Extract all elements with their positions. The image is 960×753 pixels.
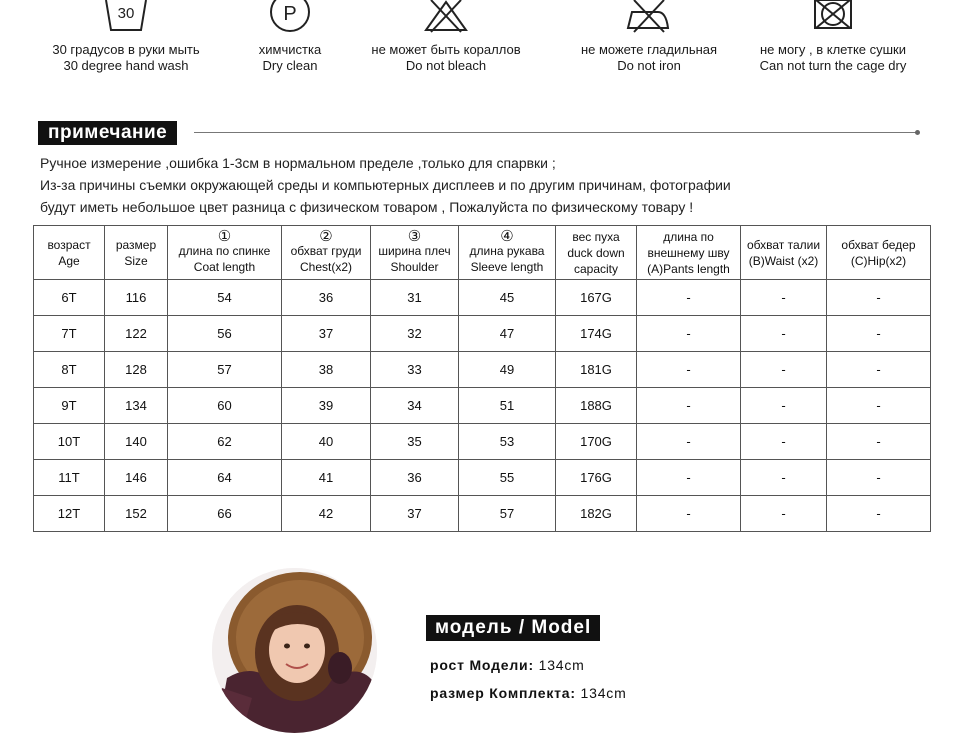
note-line-1: Ручное измерение ,ошибка 1-3см в нормальном пределе ,только для спарвки ;	[40, 155, 556, 171]
column-header-en: Shoulder	[390, 260, 439, 274]
column-header-en2: capacity	[573, 261, 619, 276]
table-cell: 38	[282, 352, 371, 388]
column-header-ru: длина по	[663, 229, 714, 244]
table-cell: 49	[459, 352, 556, 388]
no-bleach-icon	[423, 0, 469, 34]
table-cell: 9T	[34, 388, 105, 424]
table-row	[34, 388, 931, 424]
care-item-dry-clean	[235, 0, 345, 74]
note-header	[38, 121, 922, 145]
note-line-3: будут иметь небольшое цвет разница с физическом товаром , Пожалуйста по физическому товару !	[40, 199, 694, 215]
column-header-ru: возраст	[47, 237, 91, 252]
column-header-ru: длина по спинке	[178, 244, 271, 258]
column-number: ③	[407, 228, 422, 245]
column-header-en: (C)Hip(x2)	[850, 253, 907, 268]
table-cell: 146	[105, 460, 168, 496]
table-cell: 35	[371, 424, 459, 460]
model-height-value: 134cm	[538, 657, 585, 673]
table-cell: 31	[371, 280, 459, 316]
model-size-label: размер Комплекта:	[430, 685, 576, 701]
model-size-value: 134cm	[580, 685, 627, 701]
care-label-en: 30 degree hand wash	[63, 58, 189, 73]
table-cell: 12T	[34, 496, 105, 532]
model-photo	[212, 568, 377, 733]
column-header-ru: обхват груди	[290, 244, 362, 258]
care-label-ru: химчистка	[258, 42, 322, 57]
table-cell: 34	[371, 388, 459, 424]
hand-wash-30-icon	[103, 0, 149, 34]
table-cell: -	[637, 496, 741, 532]
table-cell: 36	[371, 460, 459, 496]
table-cell: 54	[168, 280, 282, 316]
table-cell: 140	[105, 424, 168, 460]
column-header-en: duck down	[567, 245, 625, 260]
care-item-no-tumble-dry	[748, 0, 918, 74]
table-row	[34, 460, 931, 496]
table-cell: 40	[282, 424, 371, 460]
care-label-en: Do not iron	[617, 58, 681, 73]
dry-clean-letter: P	[283, 3, 297, 25]
table-cell: 181G	[556, 352, 637, 388]
care-item-no-bleach	[365, 0, 527, 74]
table-cell: 42	[282, 496, 371, 532]
table-body	[34, 280, 931, 532]
model-height	[430, 657, 585, 673]
table-cell: -	[637, 424, 741, 460]
table-cell: 64	[168, 460, 282, 496]
divider-dot	[915, 130, 920, 135]
table-cell: 60	[168, 388, 282, 424]
column-header	[105, 226, 168, 280]
table-cell: -	[637, 316, 741, 352]
table-cell: -	[637, 280, 741, 316]
care-label-en: Can not turn the cage dry	[759, 58, 907, 73]
column-header	[168, 226, 282, 280]
table-cell: 188G	[556, 388, 637, 424]
care-label-ru: не может быть кораллов	[371, 42, 521, 57]
table-cell: 170G	[556, 424, 637, 460]
table-cell: 36	[282, 280, 371, 316]
column-header-ru: размер	[115, 237, 157, 252]
table-cell: -	[827, 460, 931, 496]
table-cell: -	[741, 352, 827, 388]
table-cell: 62	[168, 424, 282, 460]
table-cell: 41	[282, 460, 371, 496]
table-cell: -	[827, 352, 931, 388]
table-cell: 57	[168, 352, 282, 388]
table-cell: 47	[459, 316, 556, 352]
table-cell: 134	[105, 388, 168, 424]
table-cell: 32	[371, 316, 459, 352]
table-cell: -	[741, 316, 827, 352]
table-cell: 10T	[34, 424, 105, 460]
note-title: примечание	[38, 121, 177, 145]
table-cell: -	[741, 496, 827, 532]
column-header	[371, 226, 459, 280]
column-header-en: Chest(x2)	[299, 260, 352, 274]
table-cell: 56	[168, 316, 282, 352]
care-label-en: Do not bleach	[405, 58, 487, 73]
table-cell: 53	[459, 424, 556, 460]
hand-wash-temp: 30	[117, 5, 135, 22]
column-header	[637, 226, 741, 280]
column-header-ru: вес пуха	[572, 229, 620, 244]
model-height-label: рост Модели:	[430, 657, 534, 673]
column-number: ①	[217, 228, 232, 245]
table-cell: 39	[282, 388, 371, 424]
table-cell: -	[637, 352, 741, 388]
table-cell: 182G	[556, 496, 637, 532]
model-tag: модель / Model	[426, 615, 600, 641]
column-header-en: Age	[58, 253, 80, 268]
table-cell: 116	[105, 280, 168, 316]
table-cell: 176G	[556, 460, 637, 496]
column-header-en: Coat length	[193, 260, 256, 274]
table-cell: -	[637, 460, 741, 496]
table-row	[34, 280, 931, 316]
care-label-ru: 30 градусов в руки мыть	[52, 42, 200, 57]
size-chart-table	[33, 225, 931, 532]
table-cell: 152	[105, 496, 168, 532]
table-cell: 51	[459, 388, 556, 424]
column-header-ru: ширина плеч	[378, 244, 451, 258]
model-portrait-image	[212, 568, 377, 733]
table-cell: -	[827, 316, 931, 352]
table-cell: 7T	[34, 316, 105, 352]
column-number: ②	[319, 228, 333, 245]
table-row	[34, 424, 931, 460]
table-cell: 37	[371, 496, 459, 532]
table-cell: 167G	[556, 280, 637, 316]
no-tumble-dry-icon	[810, 0, 856, 34]
table-cell: 174G	[556, 316, 637, 352]
table-cell: 122	[105, 316, 168, 352]
note-text	[40, 152, 731, 218]
table-row	[34, 496, 931, 532]
table-cell: -	[741, 424, 827, 460]
table-header-row	[34, 226, 931, 280]
table-cell: 66	[168, 496, 282, 532]
no-iron-icon	[624, 0, 674, 34]
column-header-ru: обхват бедер	[841, 237, 916, 252]
table-cell: -	[741, 460, 827, 496]
table-cell: 33	[371, 352, 459, 388]
table-cell: -	[741, 280, 827, 316]
table-cell: 55	[459, 460, 556, 496]
table-cell: 11T	[34, 460, 105, 496]
column-header-en: внешнему шву	[647, 245, 730, 260]
care-item-hand-wash	[40, 0, 212, 74]
column-header-en2: (A)Pants length	[647, 261, 730, 276]
table-cell: -	[637, 388, 741, 424]
table-cell: -	[741, 388, 827, 424]
model-size	[430, 685, 627, 701]
care-label-ru: не могу , в клетке сушки	[759, 42, 906, 57]
care-label-en: Dry clean	[262, 58, 318, 73]
care-label-ru: не можете гладильная	[580, 42, 718, 57]
table-cell: -	[827, 388, 931, 424]
note-line-2: Из-за причины съемки окружающей среды и компьютерных дисплеев и по другим причинам, фотографии	[40, 177, 731, 193]
table-cell: 45	[459, 280, 556, 316]
table-cell: 37	[282, 316, 371, 352]
care-instructions	[0, 0, 960, 90]
column-header-ru: обхват талии	[746, 237, 821, 252]
divider-line	[194, 132, 916, 133]
column-header	[34, 226, 105, 280]
column-header-en: Sleeve length	[470, 260, 544, 274]
table-cell: -	[827, 496, 931, 532]
column-header	[556, 226, 637, 280]
column-header	[282, 226, 371, 280]
table-row	[34, 316, 931, 352]
column-header	[459, 226, 556, 280]
dry-clean-icon	[268, 0, 312, 34]
table-cell: -	[827, 280, 931, 316]
column-header	[741, 226, 827, 280]
column-header-en: (B)Waist (x2)	[748, 253, 819, 268]
column-header-ru: длина рукава	[469, 244, 545, 258]
table-cell: 8T	[34, 352, 105, 388]
table-row	[34, 352, 931, 388]
table-cell: -	[827, 424, 931, 460]
column-header	[827, 226, 931, 280]
care-item-no-iron	[565, 0, 733, 74]
table-cell: 57	[459, 496, 556, 532]
table-cell: 6T	[34, 280, 105, 316]
column-header-en: Size	[124, 253, 148, 268]
table-cell: 128	[105, 352, 168, 388]
column-number: ④	[500, 228, 514, 245]
